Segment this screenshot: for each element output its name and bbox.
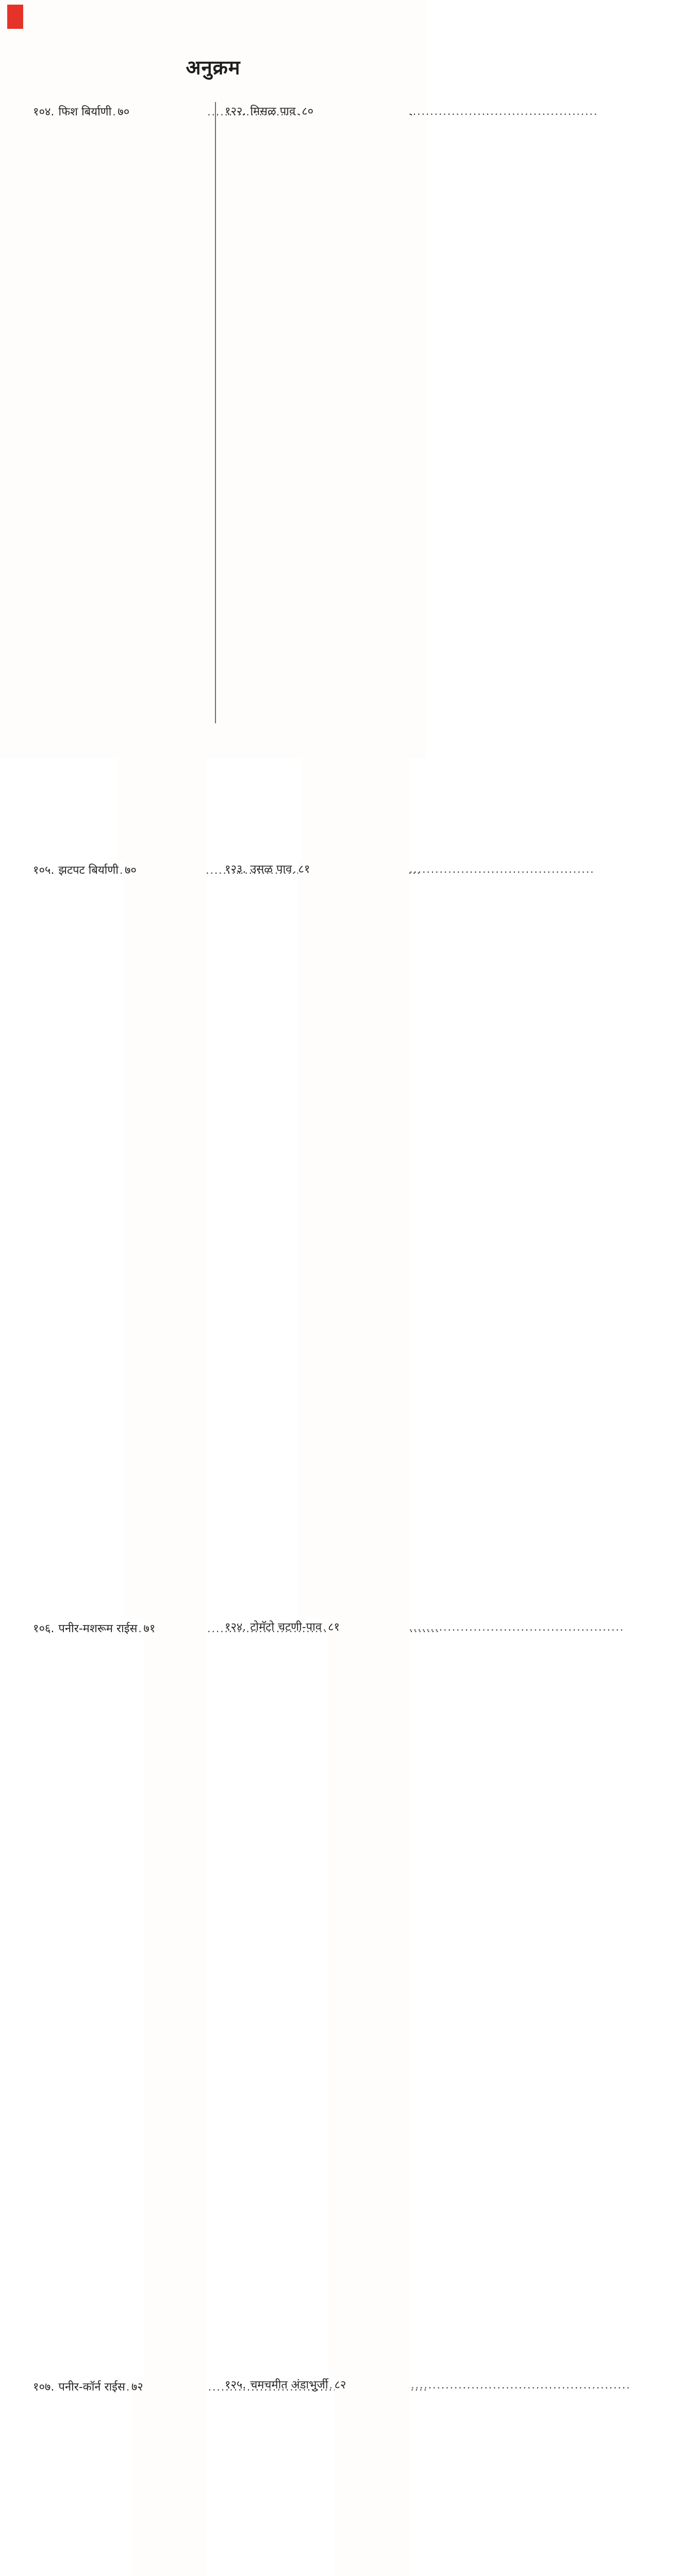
dot-leader (120, 860, 124, 880)
entry-page-number: ८० (302, 102, 409, 860)
entry-page-number: ७१ (143, 1619, 207, 2377)
entry-number: १२३. (225, 863, 246, 876)
toc-entry (225, 860, 409, 1618)
entry-label: पनीर-मशरूम राईस (58, 1622, 138, 1635)
entry-label: चमचमीत अंडाभुर्जी (250, 2379, 328, 2392)
dot-leader (138, 1619, 142, 1639)
entry-label: उसळ पाव (250, 863, 292, 876)
entry-label: मिसळ पाव (250, 105, 296, 118)
page-title: अनुक्रम (186, 56, 241, 79)
toc-column-right (225, 102, 409, 2576)
dot-leader (296, 102, 301, 121)
entry-page-number: ७० (118, 103, 207, 860)
column-divider (215, 102, 216, 723)
toc-entry (225, 102, 409, 860)
entry-number: १२४. (225, 1621, 246, 1634)
toc-entry (33, 1619, 207, 2377)
entry-number: १२२. (225, 105, 246, 118)
entry-number: १०७. (33, 2381, 55, 2394)
toc-entry (225, 2376, 409, 2576)
entry-page-number: ७२ (131, 2378, 207, 2576)
toc-columns (0, 102, 426, 2576)
toc-entry (33, 860, 207, 1619)
dot-leader (323, 1618, 327, 1637)
toc-entry (225, 1618, 409, 2376)
entry-number: १०४. (33, 106, 55, 118)
entry-label: फिश बिर्याणी (58, 106, 112, 118)
entry-label: पनीर-कॉर्न राईस (58, 2381, 125, 2394)
red-mark (7, 5, 23, 29)
entry-label: टोमॅटो चटणी-पाव (250, 1621, 322, 1634)
entry-label: झटपट बिर्याणी (58, 864, 119, 877)
dot-leader (112, 102, 116, 122)
toc-column-left (33, 102, 207, 2576)
entry-number: १०५. (33, 864, 55, 877)
dot-leader (329, 2376, 334, 2395)
entry-page-number: ८२ (335, 2376, 409, 2576)
toc-entry (33, 2377, 207, 2576)
toc-entry (33, 102, 207, 860)
entry-page-number: ७० (125, 861, 207, 1619)
dot-leader (293, 860, 297, 879)
entry-page-number: ८१ (328, 1618, 409, 2376)
dot-leader (126, 2377, 130, 2397)
entry-page-number: ८१ (298, 860, 409, 1618)
entry-number: १०६. (33, 1622, 55, 1635)
entry-number: १२५. (225, 2379, 246, 2392)
